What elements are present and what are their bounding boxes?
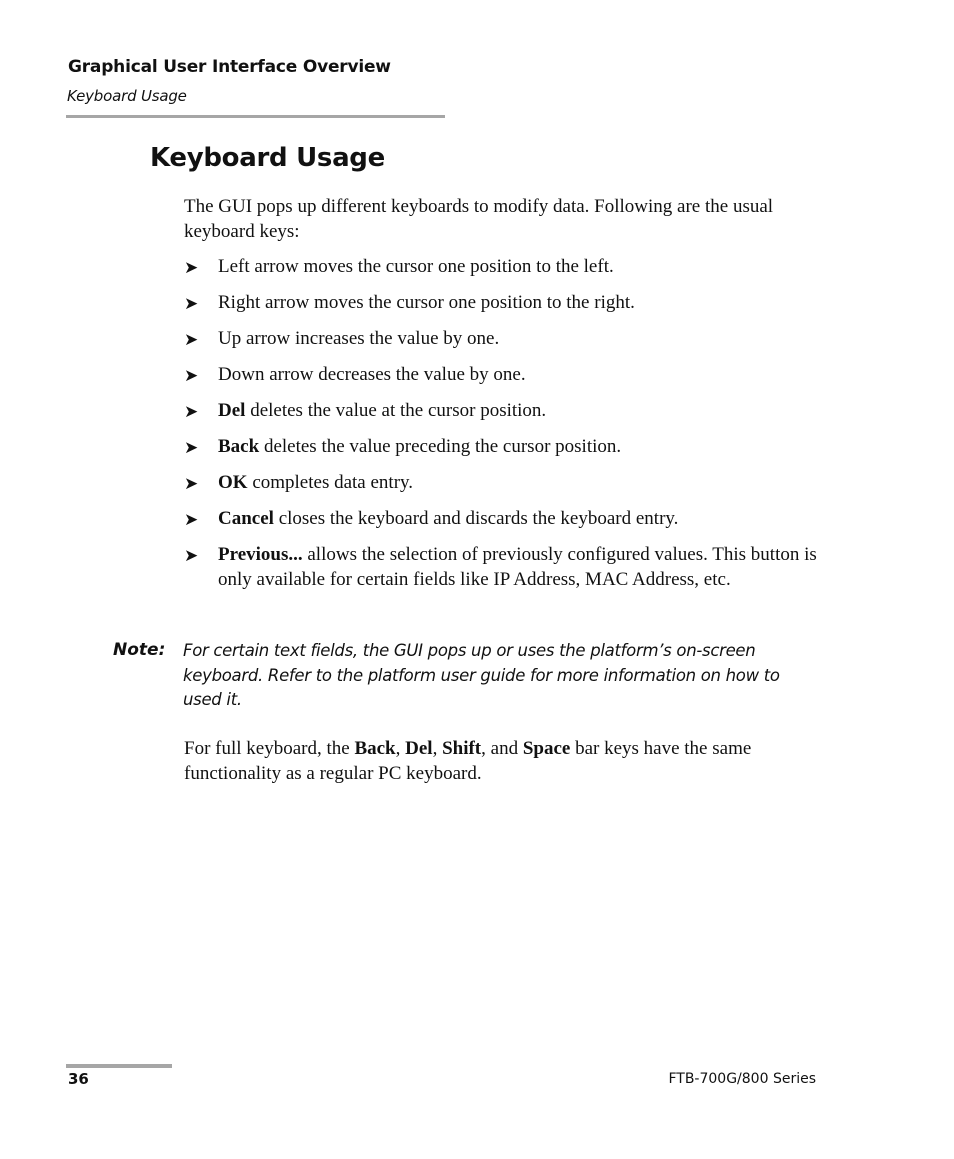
text-run: , and <box>481 738 523 759</box>
note-label: Note: <box>113 640 166 660</box>
text-run: , <box>432 738 443 759</box>
item-text: Up arrow increases the value by one. <box>218 328 500 349</box>
key-name: Back <box>354 738 396 759</box>
item-text: Right arrow moves the cursor one position to the right. <box>218 292 635 313</box>
arrow-bullet-icon: ➤ <box>184 330 199 350</box>
key-name: Del <box>405 738 433 759</box>
arrow-bullet-icon: ➤ <box>184 366 199 386</box>
header-rule <box>66 115 445 118</box>
intro-paragraph: The GUI pops up different keyboards to modify data. Following are the usual keyboard keys: <box>184 196 774 242</box>
key-name: Previous... <box>218 544 303 565</box>
section-heading: Keyboard Usage <box>150 143 385 173</box>
running-header-title: Graphical User Interface Overview <box>68 57 391 77</box>
key-name: OK <box>218 472 248 493</box>
item-text: Down arrow decreases the value by one. <box>218 364 526 385</box>
text-run: , <box>395 738 406 759</box>
key-list <box>184 255 824 604</box>
item-text: allows the selection of previously configured values. This button is only available for certain fields like IP Address, MAC Address, etc. <box>218 544 817 590</box>
arrow-bullet-icon: ➤ <box>184 546 199 566</box>
arrow-bullet-icon: ➤ <box>184 402 199 422</box>
item-text: closes the keyboard and discards the keyboard entry. <box>273 508 679 529</box>
item-text: deletes the value at the cursor position. <box>245 400 547 421</box>
list-item <box>184 435 824 460</box>
list-item <box>184 363 824 388</box>
list-item <box>184 291 824 316</box>
list-item <box>184 507 824 532</box>
product-series: FTB-700G/800 Series <box>668 1071 816 1087</box>
item-text: deletes the value preceding the cursor position. <box>259 436 622 457</box>
list-item <box>184 255 824 280</box>
item-text: Left arrow moves the cursor one position to the left. <box>218 256 614 277</box>
key-name: Shift <box>442 738 482 759</box>
key-name: Back <box>218 436 260 457</box>
footer-rule <box>66 1064 172 1068</box>
list-item <box>184 543 824 592</box>
full-keyboard-paragraph <box>184 736 824 786</box>
page-number: 36 <box>68 1070 89 1088</box>
running-header-subtitle: Keyboard Usage <box>67 87 187 105</box>
arrow-bullet-icon: ➤ <box>184 258 199 278</box>
key-name: Space <box>522 738 571 759</box>
arrow-bullet-icon: ➤ <box>184 474 199 494</box>
note-text: For certain text fields, the GUI pops up or uses the platform’s on-screen keyboard. Refer to the platform user guide for more information on how to used it. <box>183 641 780 709</box>
arrow-bullet-icon: ➤ <box>184 510 199 530</box>
key-name: Del <box>218 400 246 421</box>
list-item <box>184 399 824 424</box>
list-item <box>184 471 824 496</box>
key-name: Cancel <box>218 508 274 529</box>
item-text: completes data entry. <box>247 472 414 493</box>
arrow-bullet-icon: ➤ <box>184 294 199 314</box>
text-run: bar keys have the same functionality as a regular PC keyboard. <box>184 738 752 784</box>
arrow-bullet-icon: ➤ <box>184 438 199 458</box>
text-run: For full keyboard, the <box>184 738 355 759</box>
list-item <box>184 327 824 352</box>
